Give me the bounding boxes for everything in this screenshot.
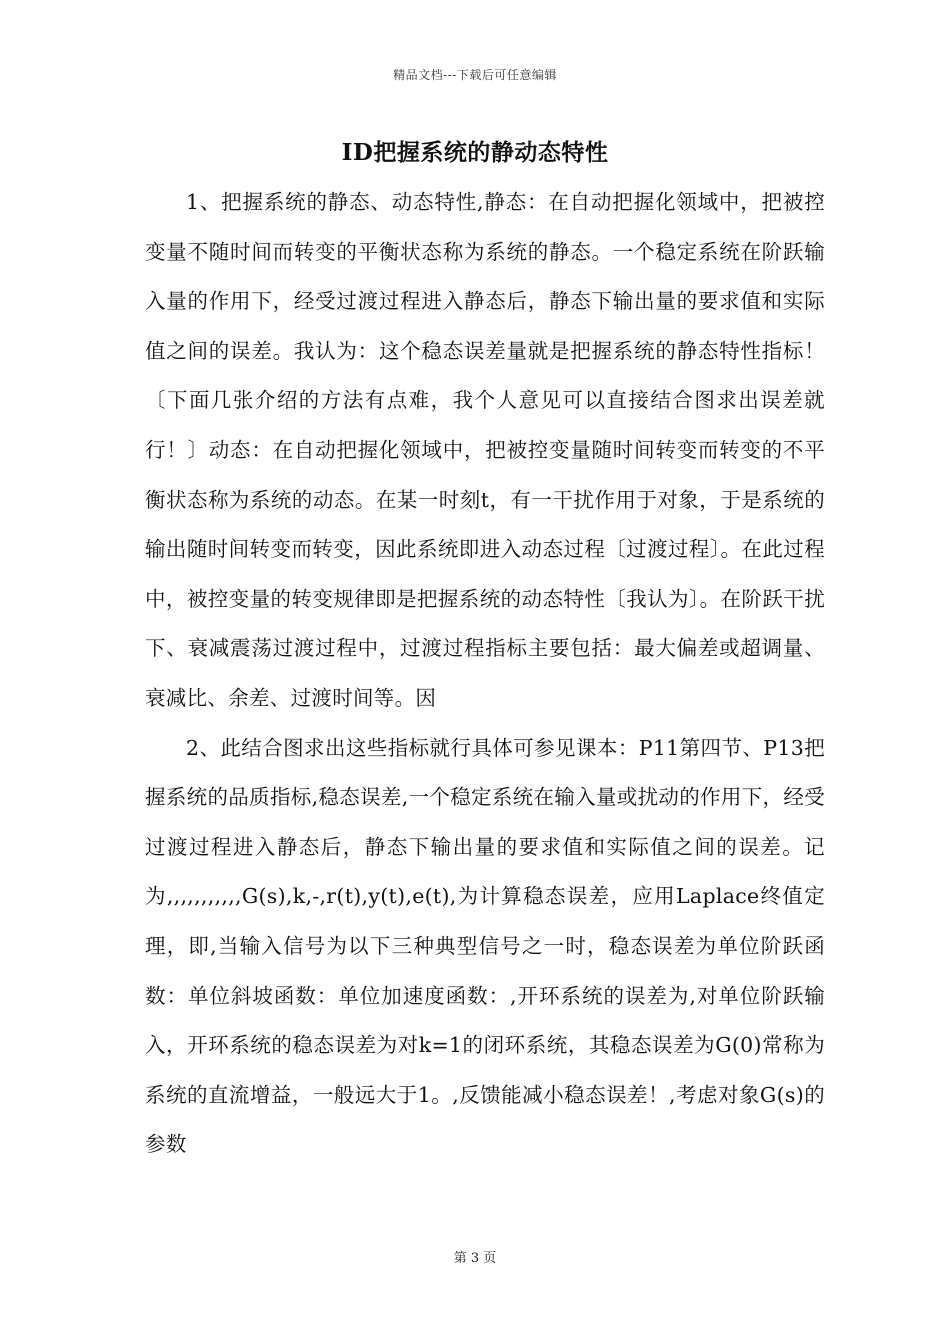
page-header: 精品文档---下载后可任意编辑	[393, 68, 557, 82]
document-title: ID把握系统的静动态特性	[341, 139, 609, 166]
paragraph-1: 1、把握系统的静态、动态特性,静态：在自动把握化领域中，把被控变量不随时间而转变的平衡状态称为系统的静态。一个稳定系统在阶跃输入量的作用下，经受过渡过程进入静态后，静态下输出量的要求值和实际值之间的误差。我认为：这个稳态误差量就是把握系统的静态特性指标！〔下面几张介绍的方法有点难，我个人意见可以直接结合图求出误差就行！〕动态：在自动把握化领域中，把被控变量随时间转变而转变的不平衡状态称为系统的动态。在某一时刻t，有一干扰作用于对象，于是系统的输出随时间转变而转变，因此系统即进入动态过程〔过渡过程〕。在此过程中，被控变量的转变规律即是把握系统的动态特性〔我认为〕。在阶跃干扰下、衰减震荡过渡过程中，过渡过程指标主要包括：最大偏差或超调量、衰减比、余差、过渡时间等。因	[145, 190, 825, 710]
document-body	[145, 178, 825, 1170]
page-number: 第 3 页	[453, 1251, 497, 1266]
paragraph-2: 2、此结合图求出这些指标就行具体可参见课本：P11第四节、P13把握系统的品质指标,稳态误差,一个稳定系统在输入量或扰动的作用下，经受过渡过程进入静态后，静态下输出量的要求值和实际值之间的误差。记为,,,,,,,,,,,G(s),k,-,r(t),y(t),e(t),为计算稳态误差，应用Laplace终值定理，即,当输入信号为以下三种典型信号之一时，稳态误差为单位阶跃函数：单位斜坡函数：单位加速度函数：,开环系统的误差为,对单位阶跃输入，开环系统的稳态误差为对k=1的闭环系统，其稳态误差为G(0)常称为系统的直流增益，一般远大于1。,反馈能减小稳态误差！,考虑对象G(s)的参数	[145, 735, 825, 1157]
